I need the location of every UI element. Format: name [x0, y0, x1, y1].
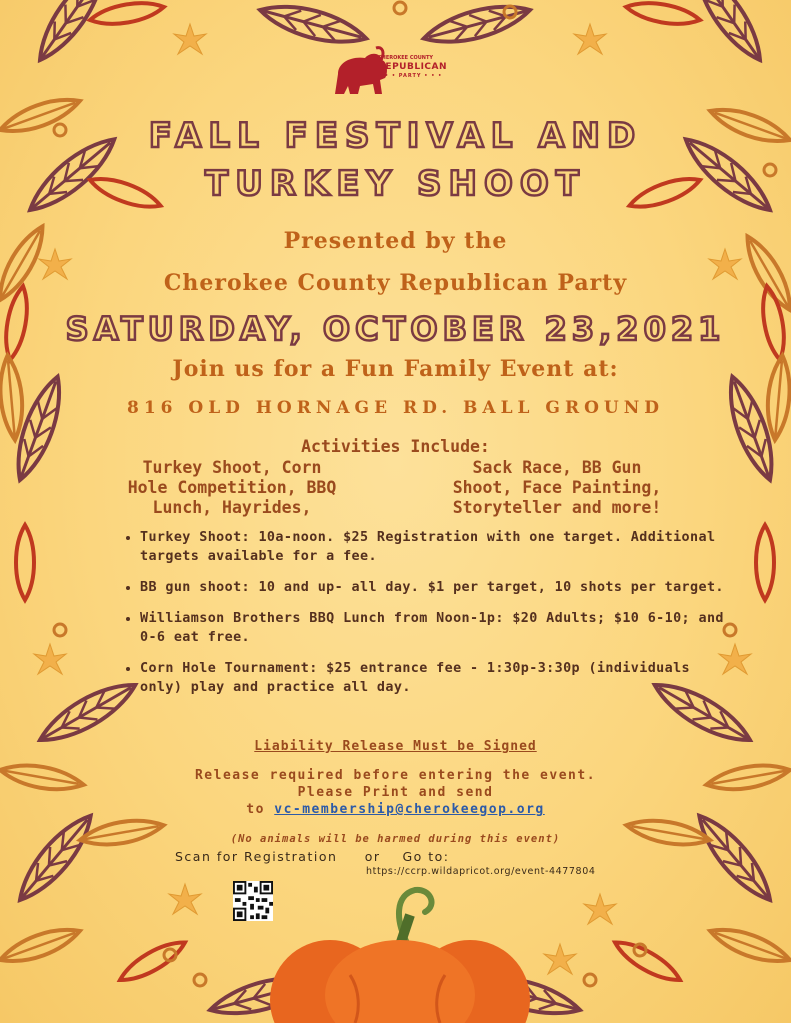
presented-by-line-1: Presented by the — [283, 228, 508, 254]
title-line-1: FALL FESTIVAL AND — [148, 116, 643, 156]
activities-left-column — [82, 458, 382, 518]
detail-item: • Corn Hole Tournament: $25 entrance fee - 1:30p-3:30p (individuals only) play and practice all day. — [140, 659, 740, 697]
qr-code-icon[interactable] — [233, 881, 273, 921]
liability-heading: Liability Release Must be Signed — [254, 739, 537, 754]
activity-line: Turkey Shoot, Corn — [142, 458, 322, 477]
pumpkin-icon — [270, 890, 530, 1023]
activities-heading: Activities Include: — [301, 437, 490, 456]
registration-url-link[interactable]: https://ccrp.wildapricot.org/event-4477804 — [366, 866, 596, 877]
release-line-1: Release required before entering the event. — [194, 768, 597, 783]
membership-email-link[interactable]: vc-membership@cherokeegop.org — [274, 802, 545, 817]
release-line-2: Please Print and send — [297, 785, 494, 800]
logo-text — [378, 54, 448, 81]
logo-line-1: CHEROKEE COUNTY — [378, 55, 434, 61]
email-prefix: to — [246, 802, 275, 817]
presented-by-line-2: Cherokee County Republican Party — [163, 270, 628, 296]
detail-item: • BB gun shoot: 10 and up- all day. $1 per target, 10 shots per target. — [140, 578, 740, 597]
join-us-line: Join us for a Fun Family Event at: — [172, 356, 619, 382]
activity-line: Hole Competition, BBQ — [127, 478, 337, 497]
activity-line: Storyteller and more! — [452, 498, 662, 517]
activities-right-column — [407, 458, 707, 518]
event-address: 816 OLD HORNAGE RD. BALL GROUND — [127, 398, 664, 418]
no-animals-note: (No animals will be harmed during this event) — [230, 833, 561, 845]
title-line-2: TURKEY SHOOT — [205, 164, 586, 204]
detail-item: • Turkey Shoot: 10a-noon. $25 Registration with one target. Additional targets available for a fee. — [140, 528, 740, 566]
event-title — [0, 112, 791, 208]
logo-line-3: • • • PARTY • • • — [378, 73, 443, 79]
event-date: SATURDAY, OCTOBER 23,2021 — [65, 310, 726, 348]
scan-registration-text: Scan for Registration or Go to: — [175, 849, 450, 864]
logo-line-2: REPUBLICAN — [378, 62, 448, 72]
activity-line: Lunch, Hayrides, — [152, 498, 312, 517]
event-details-list — [118, 528, 740, 709]
detail-item: • Williamson Brothers BBQ Lunch from Noon-1p: $20 Adults; $10 6-10; and 0-6 eat free. — [140, 609, 740, 647]
activity-line: Sack Race, BB Gun — [472, 458, 642, 477]
email-line — [0, 802, 791, 817]
activity-line: Shoot, Face Painting, — [452, 478, 662, 497]
